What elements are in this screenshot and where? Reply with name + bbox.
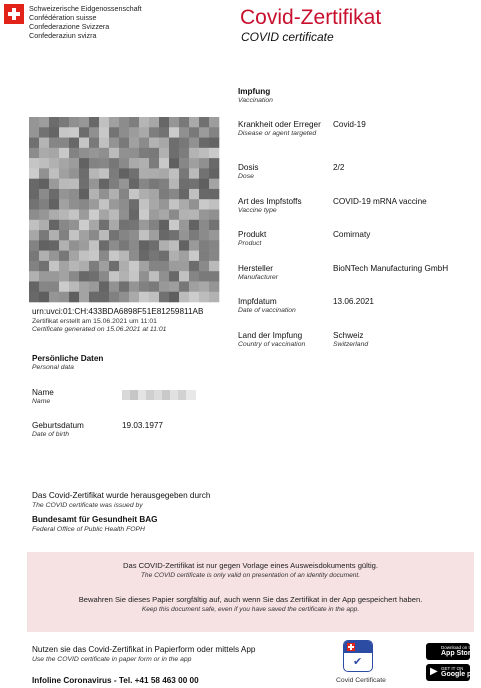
uvci-code: urn:uvci:01:CH:433BDA6898F51E81259811AB (32, 307, 204, 316)
country-label: Land der Impfung (238, 331, 303, 340)
vaccine-type-label: Art des Impfstoffs (238, 197, 302, 206)
vaccine-type-value: COVID-19 mRNA vaccine (333, 197, 427, 206)
use-line-de: Nutzen sie das Covid-Zertifikat in Papierform oder mittels App (32, 645, 256, 654)
federation-line-it: Confederazione Svizzera (29, 22, 110, 31)
play-icon: ▶ (430, 666, 438, 677)
manufacturer-value: BioNTech Manufacturing GmbH (333, 264, 449, 273)
hotline: Infoline Coronavirus - Tel. +41 58 463 00 00 (32, 676, 199, 685)
swiss-cross-icon (4, 4, 24, 24)
disease-label: Krankheit oder Erreger (238, 120, 321, 129)
vaccine-type-label-en: Vaccine type (238, 207, 277, 214)
country-value-en: Switzerland (333, 341, 369, 348)
name-label-en: Name (32, 398, 51, 405)
personal-heading: Persönliche Daten (32, 354, 104, 363)
manufacturer-label: Hersteller (238, 264, 274, 273)
banner-line1-en: The COVID certificate is only valid on presentation of an identity document. (140, 572, 361, 579)
appstore-small-text: Download on the (441, 645, 475, 650)
page-title: Covid-Zertifikat (240, 6, 382, 29)
appstore-big-text: App Store (441, 650, 475, 657)
issuer-line-de: Das Covid-Zertifikat wurde herausgegeben durch (32, 491, 211, 500)
vaccination-heading-en: Vaccination (238, 97, 273, 104)
googleplay-small-text: GET IT ON (441, 666, 464, 671)
googleplay-big-text: Google play (441, 671, 481, 678)
app-name: Covid Certificate (336, 677, 386, 684)
dob-label: Geburtsdatum (32, 421, 84, 430)
name-label: Name (32, 388, 54, 397)
disease-label-en: Disease or agent targeted (238, 130, 317, 137)
google-play-badge[interactable] (426, 664, 481, 681)
dose-label: Dosis (238, 163, 259, 172)
use-line-en: Use the COVID certificate in paper form or in the app (32, 656, 192, 663)
vaccination-heading: Impfung (238, 87, 271, 96)
generated-en: Certificate generated on 15.06.2021 at 11:01 (32, 326, 167, 333)
dose-value: 2/2 (333, 163, 345, 172)
dob-value: 19.03.1977 (122, 421, 163, 430)
page-subtitle: COVID certificate (241, 30, 334, 44)
vaccination-date-label: Impfdatum (238, 297, 277, 306)
issuer-line-en: The COVID certificate was issued by (32, 502, 143, 509)
generated-de: Zertifikat erstellt am 15.06.2021 um 11:01 (32, 318, 157, 325)
federation-line-fr: Confédération suisse (29, 13, 97, 22)
vaccination-date-label-en: Date of vaccination (238, 307, 296, 314)
country-label-en: Country of vaccination (238, 341, 306, 348)
federation-line-rm: Confederaziun svizra (29, 31, 97, 40)
disease-value: Covid-19 (333, 120, 366, 129)
qr-code-obscured (29, 117, 219, 302)
covid-certificate-app-icon[interactable]: ✔ (343, 640, 373, 672)
name-redacted (122, 389, 198, 402)
banner-line1-de: Das COVID-Zertifikat ist nur gegen Vorlage eines Ausweisdokuments gültig. (123, 561, 378, 570)
dob-label-en: Date of birth (32, 431, 70, 438)
app-store-badge[interactable] (426, 643, 475, 660)
issuer-name-en: Federal Office of Public Health FOPH (32, 526, 145, 533)
manufacturer-label-en: Manufacturer (238, 274, 279, 281)
country-value: Schweiz (333, 331, 364, 340)
validity-notice-banner (27, 552, 474, 632)
personal-heading-en: Personal data (32, 364, 74, 371)
issuer-name-de: Bundesamt für Gesundheit BAG (32, 515, 158, 524)
product-label: Produkt (238, 230, 267, 239)
product-label-en: Product (238, 240, 262, 247)
banner-line2-en: Keep this document safe, even if you have saved the certificate in the app. (141, 606, 360, 613)
vaccination-date-value: 13.06.2021 (333, 297, 374, 306)
federation-line-de: Schweizerische Eidgenossenschaft (29, 4, 142, 13)
dose-label-en: Dose (238, 173, 254, 180)
product-value: Comirnaty (333, 230, 371, 239)
banner-line2-de: Bewahren Sie dieses Papier sorgfältig auf, auch wenn Sie das Zertifikat in der App gespeichert haben. (78, 595, 423, 604)
